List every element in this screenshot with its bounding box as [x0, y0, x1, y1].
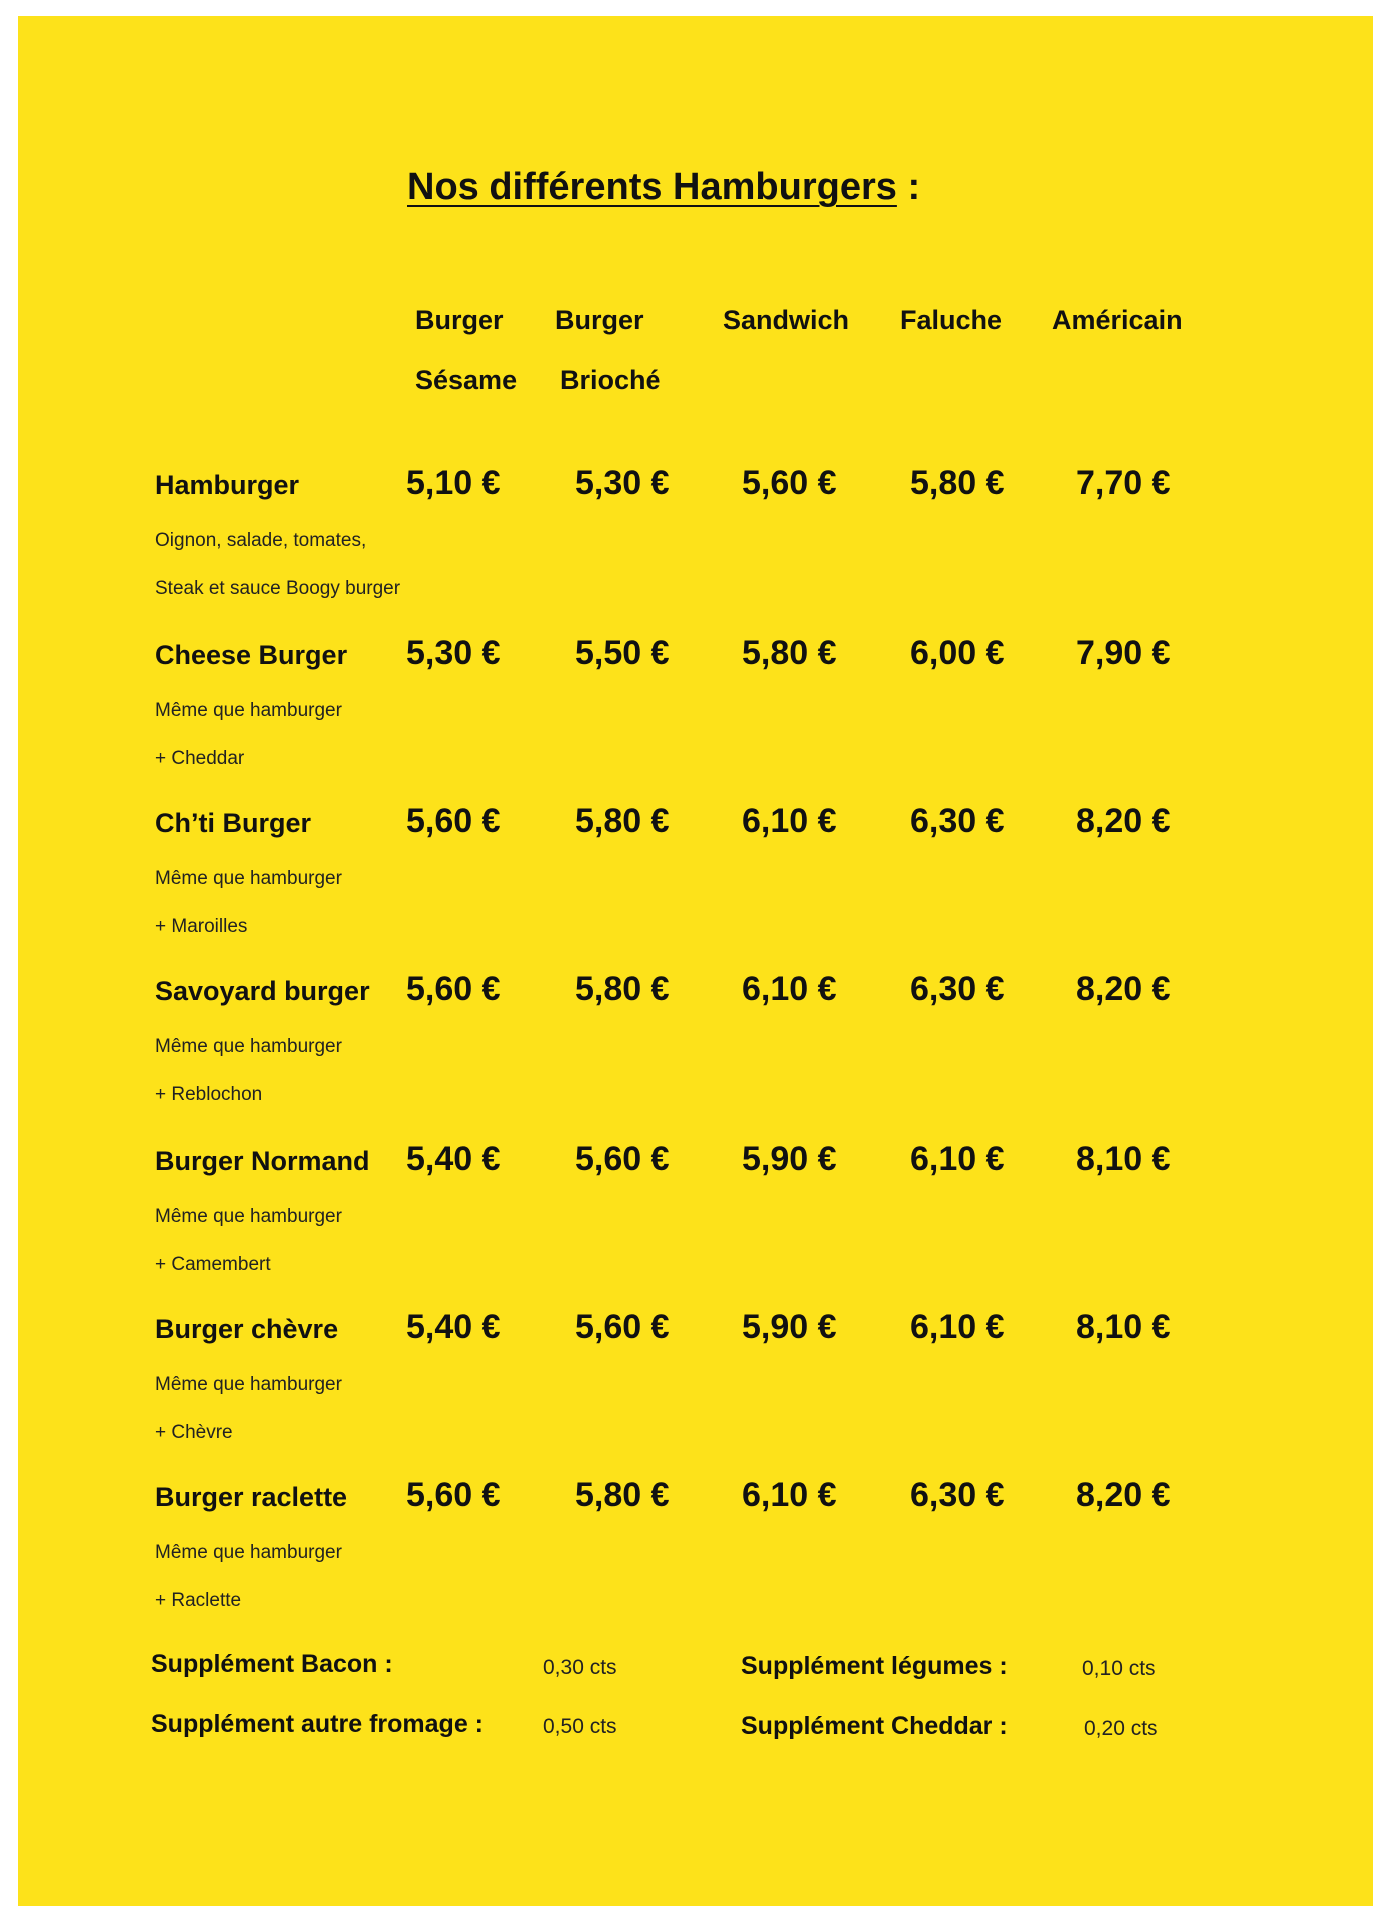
menu-title-text: Nos différents Hamburgers	[407, 166, 897, 208]
column-header-faluche	[900, 290, 1070, 350]
column-header-americain	[1052, 290, 1222, 350]
item-description: Même que hamburger	[155, 1374, 342, 1395]
item-price: 6,30 €	[910, 802, 1005, 840]
supplement-label: Supplément autre fromage :	[151, 1710, 483, 1738]
column-header-line: Brioché	[560, 365, 661, 395]
supplement-value: 0,10 cts	[1082, 1657, 1156, 1680]
item-price: 5,60 €	[575, 1308, 670, 1346]
item-price: 6,10 €	[910, 1140, 1005, 1178]
item-price: 5,50 €	[575, 634, 670, 672]
item-description: Même que hamburger	[155, 1542, 342, 1563]
item-price: 5,60 €	[742, 464, 837, 502]
item-price: 7,70 €	[1076, 464, 1171, 502]
column-header-line: Sésame	[415, 365, 518, 395]
column-header-line: Sandwich	[723, 305, 850, 335]
item-price: 6,00 €	[910, 634, 1005, 672]
item-name: Burger chèvre	[155, 1314, 339, 1344]
item-price: 5,40 €	[406, 1308, 501, 1346]
menu-item-row	[0, 802, 1396, 968]
item-price: 5,80 €	[575, 802, 670, 840]
column-header-line: Américain	[1052, 305, 1183, 335]
item-name: Savoyard burger	[155, 976, 370, 1006]
item-price: 5,90 €	[742, 1140, 837, 1178]
item-description: Même que hamburger	[155, 868, 342, 889]
item-price: 5,60 €	[575, 1140, 670, 1178]
item-extra: + Cheddar	[155, 748, 245, 769]
item-price: 5,80 €	[910, 464, 1005, 502]
item-name: Ch’ti Burger	[155, 808, 312, 838]
column-header-line: Burger	[415, 305, 504, 335]
item-price: 5,80 €	[742, 634, 837, 672]
item-name: Cheese Burger	[155, 640, 348, 670]
item-price: 5,40 €	[406, 1140, 501, 1178]
item-price: 5,10 €	[406, 464, 501, 502]
item-price: 5,80 €	[575, 970, 670, 1008]
item-description: Même que hamburger	[155, 700, 342, 721]
column-header-line: Faluche	[900, 305, 1003, 335]
item-price: 7,90 €	[1076, 634, 1171, 672]
menu-item-row	[0, 464, 1396, 630]
item-price: 5,60 €	[406, 970, 501, 1008]
menu-item-row	[0, 1476, 1396, 1642]
column-header-sandwich	[723, 290, 893, 350]
item-extra: + Raclette	[155, 1590, 242, 1611]
item-price: 5,60 €	[406, 1476, 501, 1514]
item-extra: + Maroilles	[155, 916, 248, 937]
item-price: 8,20 €	[1076, 1476, 1171, 1514]
item-price: 6,10 €	[742, 970, 837, 1008]
item-name: Hamburger	[155, 470, 300, 500]
item-price: 5,60 €	[406, 802, 501, 840]
item-description: Même que hamburger	[155, 1036, 342, 1057]
item-price: 5,80 €	[575, 1476, 670, 1514]
item-price: 5,30 €	[575, 464, 670, 502]
item-price: 5,30 €	[406, 634, 501, 672]
item-price: 6,10 €	[742, 1476, 837, 1514]
item-extra: + Camembert	[155, 1254, 271, 1275]
supplement-value: 0,30 cts	[543, 1656, 617, 1679]
menu-item-row	[0, 1140, 1396, 1306]
item-price: 8,20 €	[1076, 802, 1171, 840]
column-header-burger-brioche	[555, 290, 725, 410]
item-price: 6,30 €	[910, 1476, 1005, 1514]
item-price: 8,20 €	[1076, 970, 1171, 1008]
item-name: Burger Normand	[155, 1146, 370, 1176]
supplement-label: Supplément légumes :	[741, 1652, 1008, 1680]
item-description: Oignon, salade, tomates,	[155, 530, 367, 551]
menu-title	[407, 166, 967, 209]
menu-item-row	[0, 1308, 1396, 1474]
item-price: 6,10 €	[910, 1308, 1005, 1346]
item-extra: + Reblochon	[155, 1084, 263, 1105]
item-price: 5,90 €	[742, 1308, 837, 1346]
supplement-label: Supplément Cheddar :	[741, 1712, 1008, 1740]
menu-title-colon: :	[907, 166, 921, 208]
item-price: 6,30 €	[910, 970, 1005, 1008]
item-price: 8,10 €	[1076, 1140, 1171, 1178]
item-price: 8,10 €	[1076, 1308, 1171, 1346]
menu-item-row	[0, 970, 1396, 1136]
supplement-value: 0,20 cts	[1084, 1717, 1158, 1740]
item-description: Même que hamburger	[155, 1206, 342, 1227]
item-price: 6,10 €	[742, 802, 837, 840]
column-header-line: Burger	[555, 305, 644, 335]
item-extra: Steak et sauce Boogy burger	[155, 578, 401, 599]
supplement-value: 0,50 cts	[543, 1715, 617, 1738]
item-extra: + Chèvre	[155, 1422, 233, 1443]
menu-item-row	[0, 634, 1396, 800]
supplement-label: Supplément Bacon :	[151, 1650, 393, 1678]
item-name: Burger raclette	[155, 1482, 348, 1512]
